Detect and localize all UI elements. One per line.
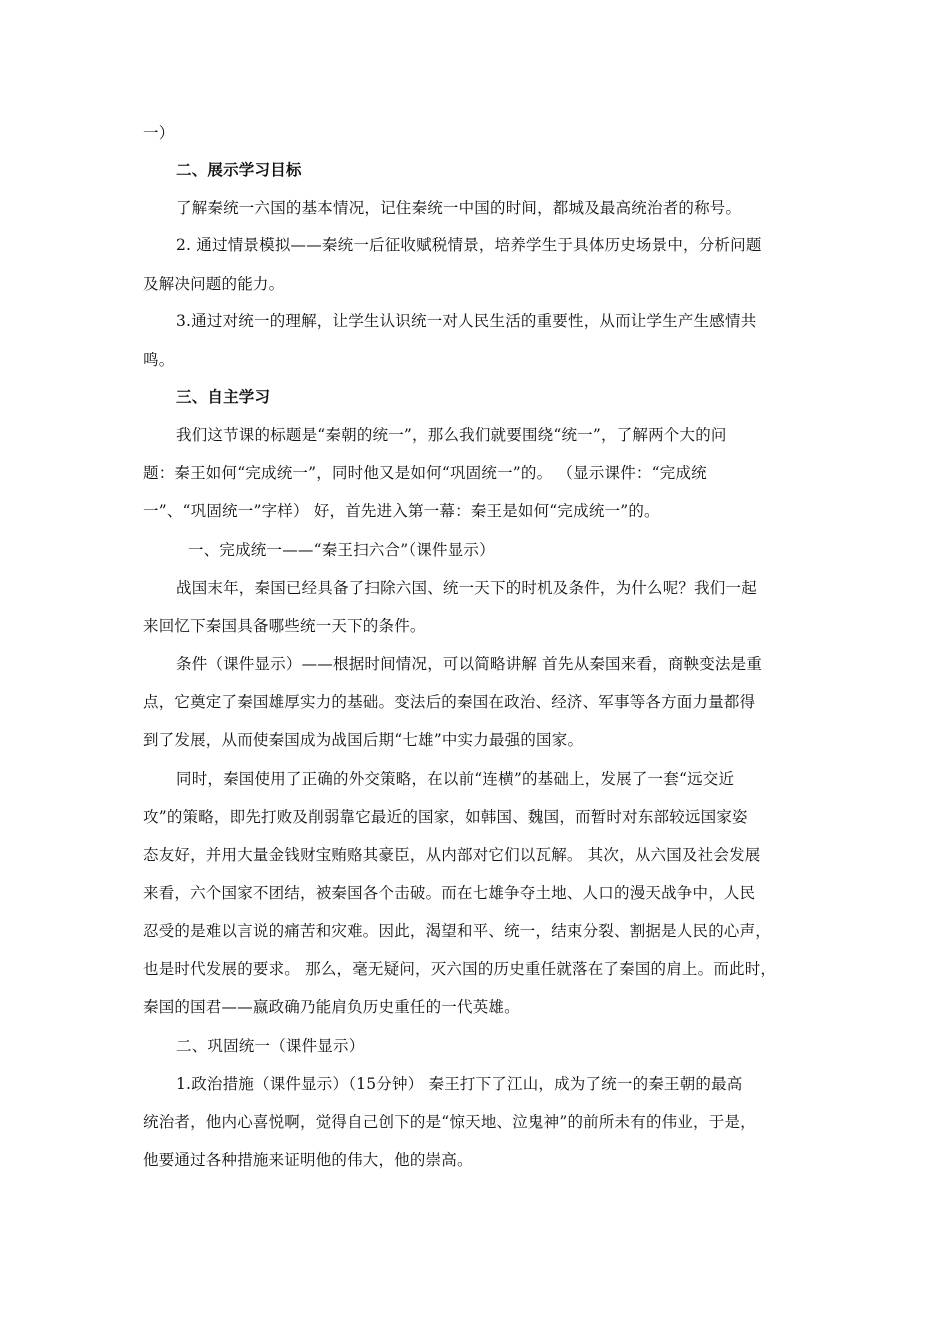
text-line: 秦国的国君——嬴政确乃能肩负历史重任的一代英雄。 — [143, 998, 520, 1016]
text-line: 来看，六个国家不团结，被秦国各个击破。而在七雄争夺土地、人口的漫天战争中，人民 — [143, 884, 756, 902]
text-line: 攻”的策略，即先打败及削弱靠它最近的国家，如韩国、魏国，而暂时对东部较远国家姿 — [143, 808, 748, 826]
text-line: 一”、“巩固统一”字样） 好，首先进入第一幕：秦王是如何“完成统一”的。 — [143, 502, 660, 520]
text-line: 同时，秦国使用了正确的外交策略，在以前“连横”的基础上，发展了一套“远交近 — [176, 770, 735, 788]
text-line: 到了发展，从而使秦国成为战国后期“七雄”中实力最强的国家。 — [143, 731, 584, 749]
text-line: 及解决问题的能力。 — [143, 275, 285, 293]
text-line: 统治者，他内心喜悦啊，觉得自己创下的是“惊天地、泣鬼神”的前所未有的伟业，于是， — [143, 1113, 756, 1131]
text-line: 也是时代发展的要求。 那么，毫无疑问，灭六国的历史重任就落在了秦国的肩上。而此时， — [143, 960, 777, 978]
text-line: 战国末年，秦国已经具备了扫除六国、统一天下的时机及条件，为什么呢？我们一起 — [176, 579, 757, 597]
text-line: 来回忆下秦国具备哪些统一天下的条件。 — [143, 617, 426, 635]
section-heading: 三、自主学习 — [176, 387, 271, 406]
text-line: 我们这节课的标题是“秦朝的统一”，那么我们就要围绕“统一”，了解两个大的问 — [176, 426, 727, 444]
text-line: 一） — [143, 124, 175, 142]
section-heading: 二、展示学习目标 — [176, 160, 302, 179]
text-line: 题：秦王如何“完成统一”，同时他又是如何“巩固统一”的。 （显示课件：“完成统 — [143, 464, 707, 482]
text-line: 条件（课件显示）——根据时间情况，可以简略讲解 首先从秦国来看，商鞅变法是重 — [176, 655, 763, 673]
text-line: 鸣。 — [143, 351, 175, 369]
text-line: 点，它奠定了秦国雄厚实力的基础。变法后的秦国在政治、经济、军事等各方面力量都得 — [143, 693, 756, 711]
text-line: 1.政治措施（课件显示）（15分钟） 秦王打下了江山，成为了统一的秦王朝的最高 — [176, 1075, 743, 1093]
text-line: 态友好，并用大量金钱财宝贿赂其豪臣，从内部对它们以瓦解。 其次，从六国及社会发展 — [143, 846, 761, 864]
text-line: 他要通过各种措施来证明他的伟大，他的崇高。 — [143, 1151, 473, 1169]
text-line: 忍受的是难以言说的痛苦和灾难。因此，渴望和平、统一，结束分裂、割据是人民的心声， — [143, 922, 772, 940]
text-line: 2. 通过情景模拟——秦统一后征收赋税情景，培养学生于具体历史场景中，分析问题 — [176, 236, 762, 254]
text-line: 3.通过对统一的理解，让学生认识统一对人民生活的重要性，从而让学生产生感情共 — [176, 312, 757, 330]
text-line: 了解秦统一六国的基本情况，记住秦统一中国的时间，都城及最高统治者的称号。 — [176, 199, 742, 217]
subsection-heading: 二、巩固统一（课件显示） — [176, 1037, 365, 1055]
subsection-heading: 一、完成统一——“秦王扫六合”（课件显示） — [188, 541, 495, 559]
